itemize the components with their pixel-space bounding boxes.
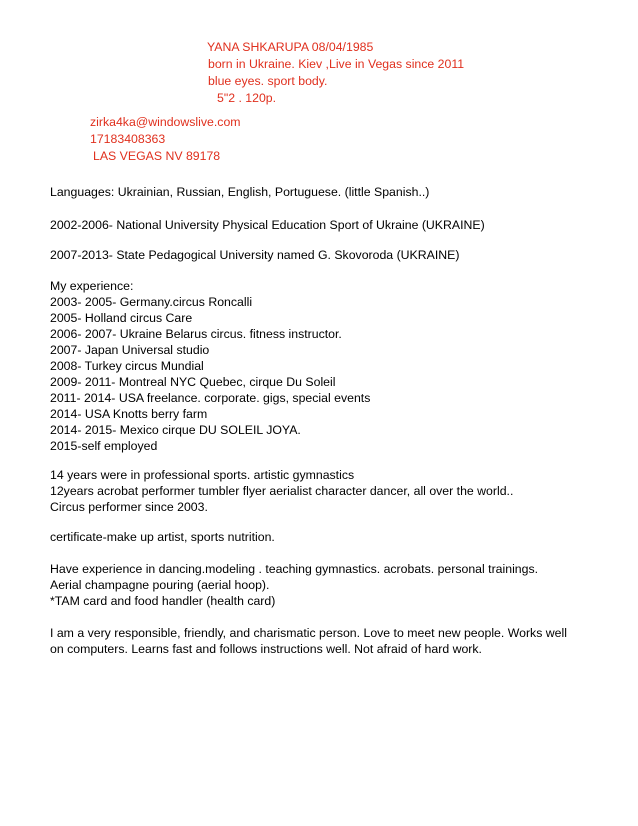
- summary-line: 14 years were in professional sports. artistic gymnastics: [50, 468, 355, 482]
- email-link[interactable]: zirka4ka@windowslive.com: [90, 115, 241, 129]
- experience-item: 2003- 2005- Germany.circus Roncalli: [50, 295, 253, 309]
- skills-line: Have experience in dancing.modeling . teaching gymnastics. acrobats. personal trainings.: [50, 562, 539, 576]
- experience-item: 2014- 2015- Mexico cirque DU SOLEIL JOYA.: [50, 423, 301, 437]
- skills-line: *TAM card and food handler (health card): [50, 594, 276, 608]
- phone-number: 17183408363: [90, 132, 166, 146]
- location-line: LAS VEGAS NV 89178: [93, 149, 221, 163]
- appearance-line: blue eyes. sport body.: [208, 74, 328, 88]
- education-item: 2002-2006- National University Physical Education Sport of Ukraine (UKRAINE): [50, 218, 485, 232]
- born-location-line: born in Ukraine. Kiev ,Live in Vegas since 2011: [208, 57, 465, 71]
- experience-item: 2014- USA Knotts berry farm: [50, 407, 208, 421]
- personal-statement-line: on computers. Learns fast and follows instructions well. Not afraid of hard work.: [50, 642, 482, 656]
- experience-item: 2007- Japan Universal studio: [50, 343, 210, 357]
- experience-item: 2006- 2007- Ukraine Belarus circus. fitness instructor.: [50, 327, 342, 341]
- certificate-line: certificate-make up artist, sports nutrition.: [50, 530, 275, 544]
- name-dob-line: YANA SHKARUPA 08/04/1985: [207, 40, 374, 54]
- height-weight-line: 5"2 . 120p.: [217, 91, 277, 105]
- experience-heading: My experience:: [50, 279, 134, 293]
- experience-item: 2015-self employed: [50, 439, 158, 453]
- languages-line: Languages: Ukrainian, Russian, English, Portuguese. (little Spanish..): [50, 185, 430, 199]
- experience-item: 2005- Holland circus Care: [50, 311, 193, 325]
- experience-item: 2009- 2011- Montreal NYC Quebec, cirque Du Soleil: [50, 375, 336, 389]
- personal-statement-line: I am a very responsible, friendly, and charismatic person. Love to meet new people. Works well: [50, 626, 567, 640]
- education-item: 2007-2013- State Pedagogical University named G. Skovoroda (UKRAINE): [50, 248, 460, 262]
- summary-line: Circus performer since 2003.: [50, 500, 208, 514]
- experience-item: 2011- 2014- USA freelance. corporate. gigs, special events: [50, 391, 371, 405]
- experience-item: 2008- Turkey circus Mundial: [50, 359, 204, 373]
- summary-line: 12years acrobat performer tumbler flyer aerialist character dancer, all over the world..: [50, 484, 514, 498]
- skills-line: Aerial champagne pouring (aerial hoop).: [50, 578, 270, 592]
